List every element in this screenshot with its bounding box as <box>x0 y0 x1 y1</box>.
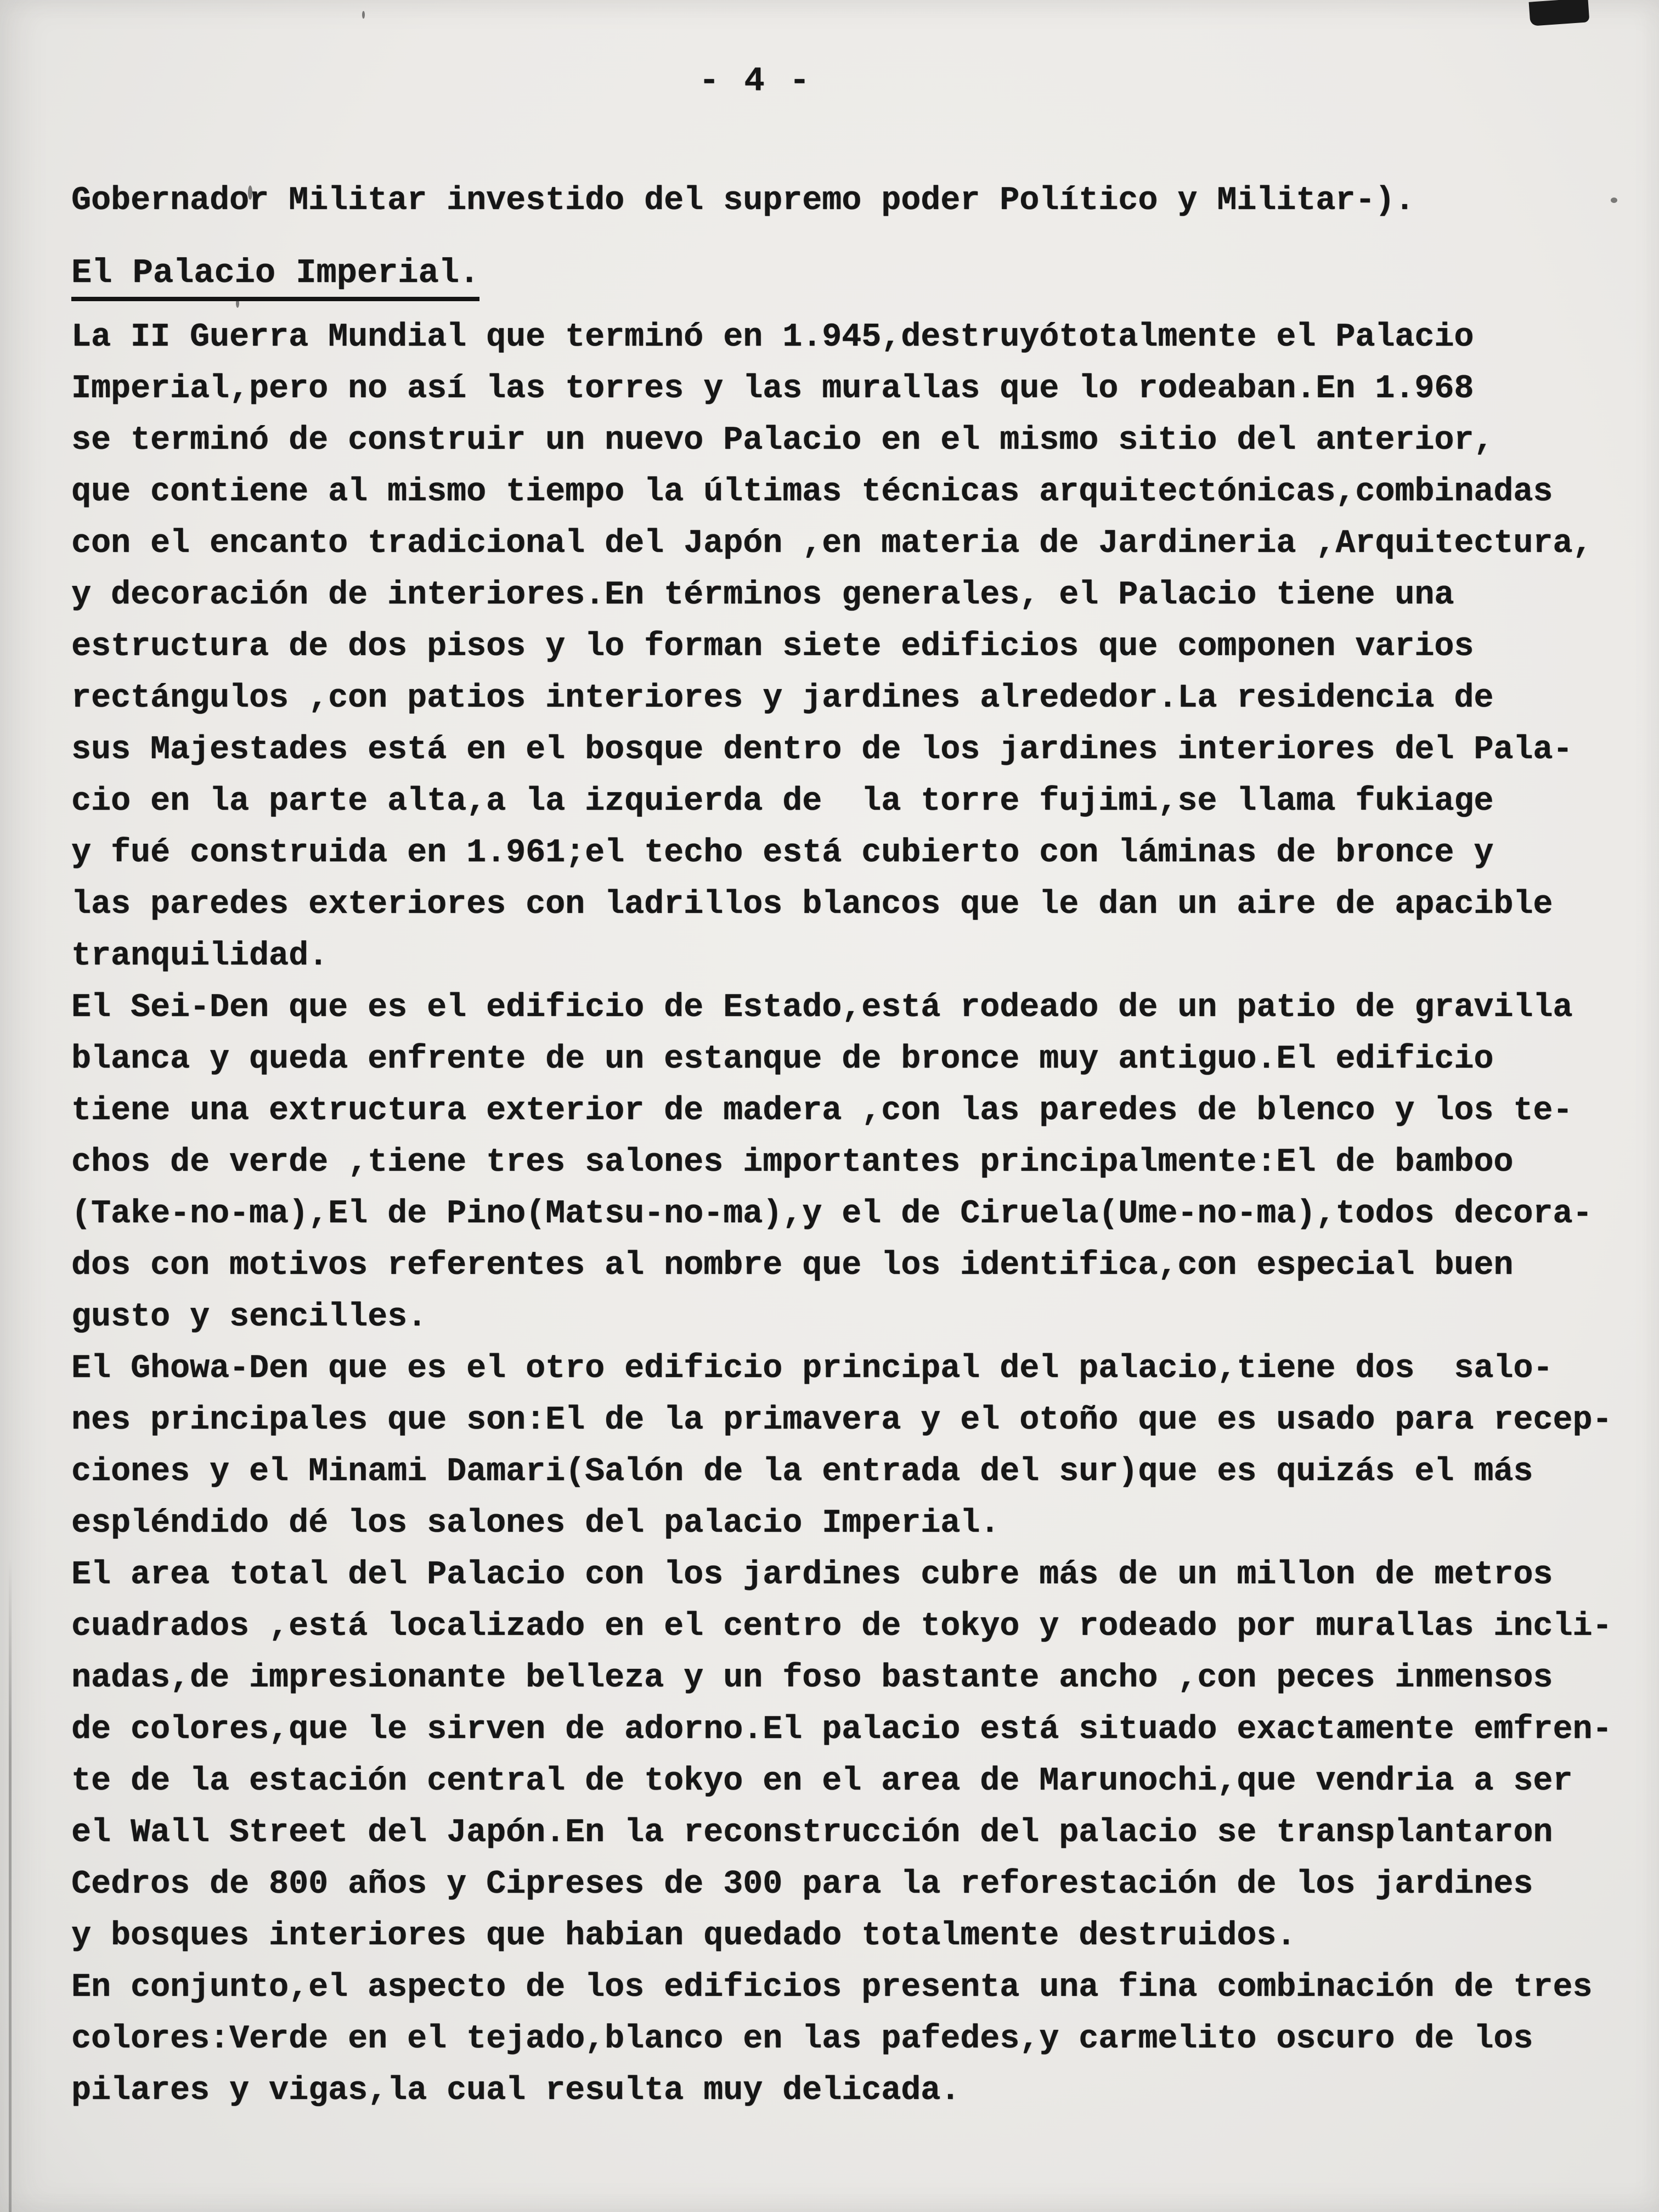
text-line: sus Majestades está en el bosque dentro de los jardines interiores del Pala- <box>71 731 1573 769</box>
text-line: espléndido dé los salones del palacio Imperial. <box>71 1505 1000 1542</box>
text-line: gusto y sencilles. <box>71 1299 427 1336</box>
intro-continuation-line: Gobernador Militar investido del supremo poder Político y Militar-). <box>71 182 1415 219</box>
text-line: cio en la parte alta,a la izquierda de la torre fujimi,se llama fukiage <box>71 783 1494 820</box>
text-line: colores:Verde en el tejado,blanco en las pafedes,y carmelito oscuro de los <box>71 2021 1533 2058</box>
text-line: que contiene al mismo tiempo la últimas técnicas arquitectónicas,combinadas <box>71 473 1553 511</box>
text-line: chos de verde ,tiene tres salones importantes principalmente:El de bamboo <box>71 1144 1514 1181</box>
text-line: de colores,que le sirven de adorno.El palacio está situado exactamente emfren- <box>71 1711 1612 1748</box>
text-line: nadas,de impresionante belleza y un foso bastante ancho ,con peces inmensos <box>71 1660 1553 1697</box>
text-line: las paredes exteriores con ladrillos blancos que le dan un aire de apacible <box>71 886 1553 923</box>
text-line: ciones y el Minami Damari(Salón de la entrada del sur)que es quizás el más <box>71 1453 1533 1491</box>
text-line: (Take-no-ma),El de Pino(Matsu-no-ma),y el de Ciruela(Ume-no-ma),todos decora- <box>71 1195 1593 1233</box>
section-heading: El Palacio Imperial. <box>71 253 479 301</box>
body-text <box>71 312 1612 2117</box>
scan-artifact-crease <box>9 1558 12 2212</box>
text-line: La II Guerra Mundial que terminó en 1.945,destruyótotalmente el Palacio <box>71 319 1474 356</box>
text-line: se terminó de construir un nuevo Palacio en el mismo sitio del anterior, <box>71 422 1494 459</box>
text-line: pilares y vigas,la cual resulta muy delicada. <box>71 2072 961 2109</box>
text-line: te de la estación central de tokyo en el area de Marunochi,que vendria a ser <box>71 1763 1573 1800</box>
text-line: tranquilidad. <box>71 938 329 975</box>
text-line: rectángulos ,con patios interiores y jardines alrededor.La residencia de <box>71 680 1494 717</box>
text-line: estructura de dos pisos y lo forman siete edificios que componen varios <box>71 628 1474 665</box>
text-line: El Ghowa-Den que es el otro edificio principal del palacio,tiene dos salo- <box>71 1350 1553 1387</box>
scan-artifact-speck <box>1611 198 1617 203</box>
text-line: Cedros de 800 años y Cipreses de 300 para la reforestación de los jardines <box>71 1866 1533 1903</box>
page-number: - 4 - <box>698 61 812 100</box>
text-line: y fué construida en 1.961;el techo está cubierto con láminas de bronce y <box>71 834 1494 872</box>
text-line: nes principales que son:El de la primavera y el otoño que es usado para recep- <box>71 1402 1612 1439</box>
text-line: con el encanto tradicional del Japón ,en materia de Jardineria ,Arquitectura, <box>71 525 1593 562</box>
text-line: y bosques interiores que habian quedado totalmente destruidos. <box>71 1917 1296 1955</box>
text-line: dos con motivos referentes al nombre que los identifica,con especial buen <box>71 1247 1514 1284</box>
text-line: el Wall Street del Japón.En la reconstrucción del palacio se transplantaron <box>71 1814 1553 1852</box>
text-line: En conjunto,el aspecto de los edificios presenta una fina combinación de tres <box>71 1969 1593 2006</box>
scan-artifact-corner <box>1529 0 1590 26</box>
scan-artifact-speck <box>362 11 365 19</box>
text-line: El area total del Palacio con los jardines cubre más de un millon de metros <box>71 1556 1553 1594</box>
text-line: blanca y queda enfrente de un estanque de bronce muy antiguo.El edificio <box>71 1041 1494 1078</box>
text-line: cuadrados ,está localizado en el centro de tokyo y rodeado por murallas incli- <box>71 1608 1612 1645</box>
text-line: Imperial,pero no así las torres y las murallas que lo rodeaban.En 1.968 <box>71 370 1474 408</box>
text-line: El Sei-Den que es el edificio de Estado,está rodeado de un patio de gravilla <box>71 989 1573 1026</box>
text-line: y decoración de interiores.En términos generales, el Palacio tiene una <box>71 577 1454 614</box>
text-line: tiene una extructura exterior de madera ,con las paredes de blenco y los te- <box>71 1092 1573 1130</box>
